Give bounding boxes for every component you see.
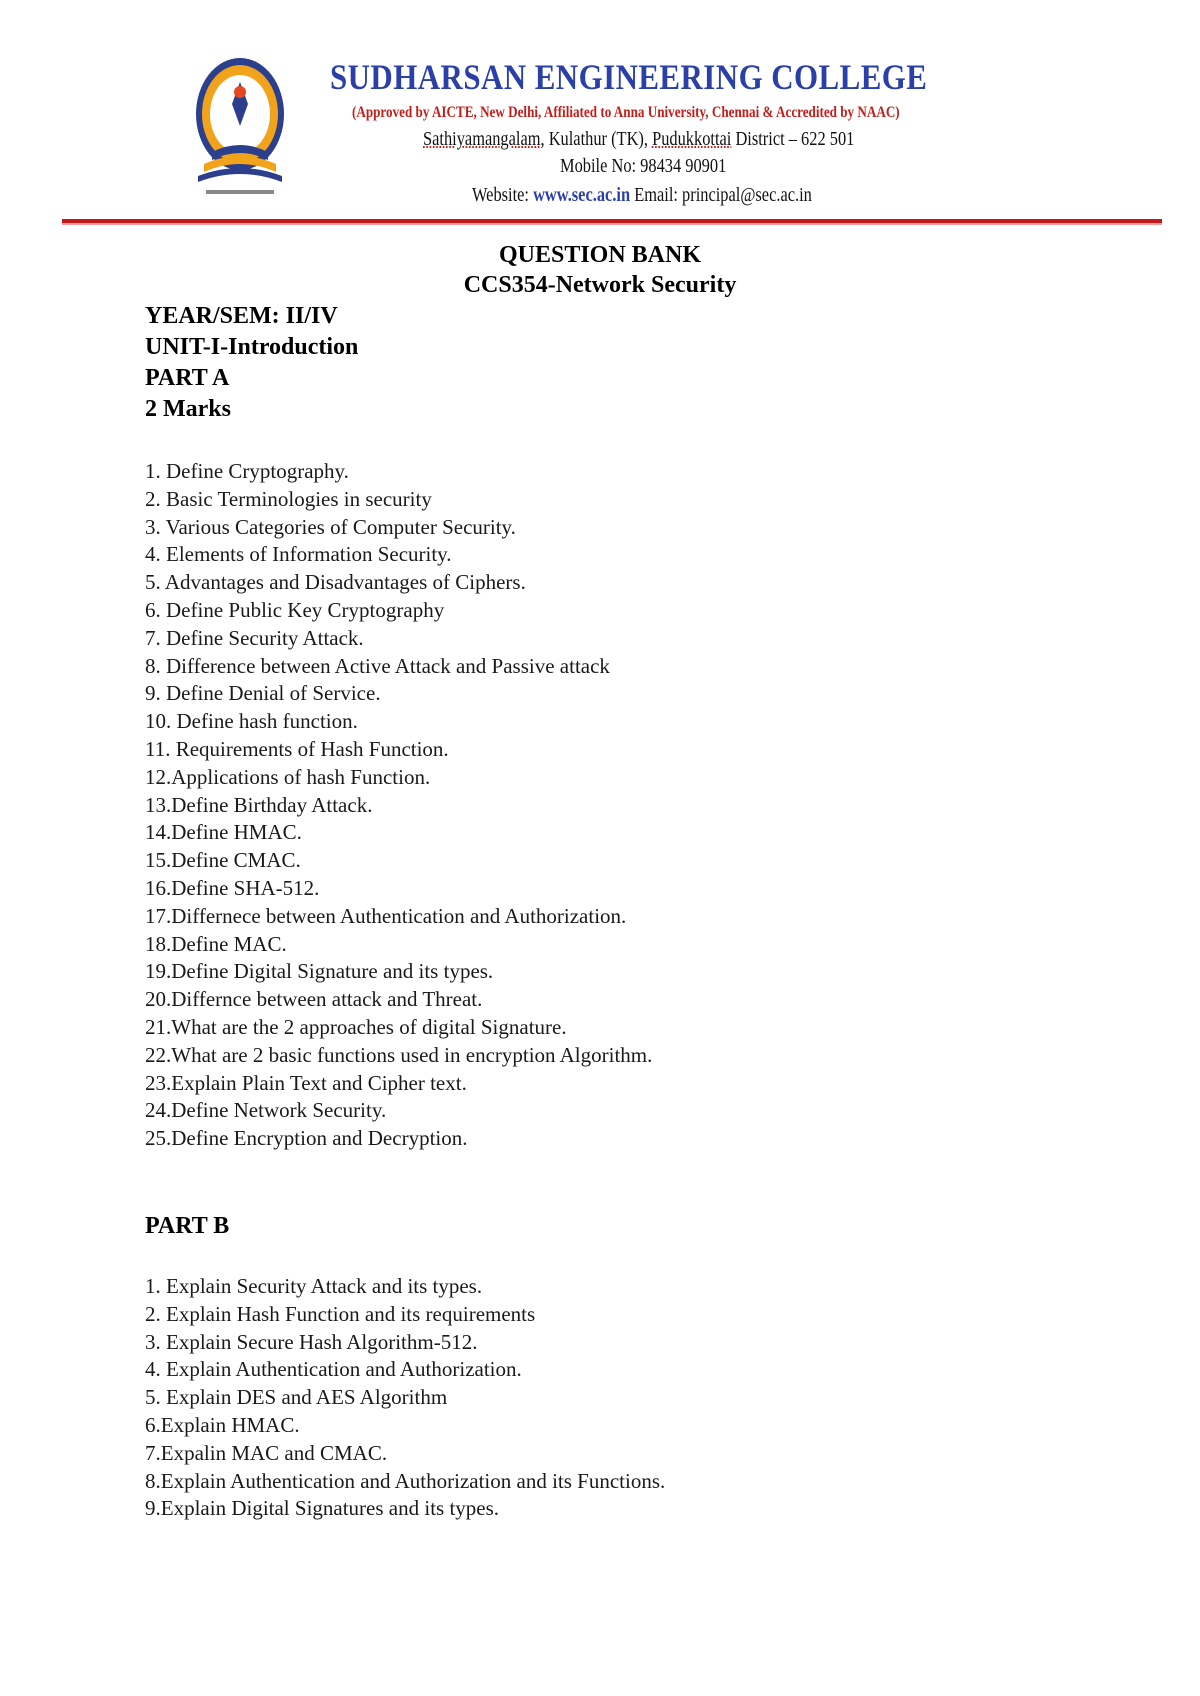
question-item: 24.Define Network Security. [145,1098,387,1123]
address-pin: District – 622 501 [731,128,855,150]
year-sem: YEAR/SEM: II/IV [145,303,338,329]
question-item: 18.Define MAC. [145,931,287,956]
email-address[interactable]: principal@sec.ac.in [682,184,812,206]
question-item: 16.Define SHA-512. [145,875,320,900]
unit-title: UNIT-I-Introduction [145,334,359,360]
question-item: 19.Define Digital Signature and its types. [145,959,494,984]
question-item: 4. Elements of Information Security. [145,542,452,567]
header-divider-shadow [62,223,1162,225]
address-place: Sathiyamangalam [423,128,541,150]
question-item: 21.What are the 2 approaches of digital Signature. [145,1014,567,1039]
question-item: 11. Requirements of Hash Function. [145,736,449,761]
question-item: 3. Various Categories of Computer Security. [145,514,516,539]
question-item: 1. Explain Security Attack and its types. [145,1274,483,1298]
question-item: 6.Explain HMAC. [145,1412,300,1437]
question-item: 23.Explain Plain Text and Cipher text. [145,1070,467,1095]
question-item: 10. Define hash function. [145,709,358,734]
question-item: 17.Differnece between Authentication and Authorization. [145,903,627,928]
question-item: 20.Differnce between attack and Threat. [145,987,483,1012]
email-label: Email: [630,184,683,206]
question-item: 5. Explain DES and AES Algorithm [145,1385,448,1410]
question-item: 3. Explain Secure Hash Algorithm-512. [145,1329,478,1354]
question-item: 7. Define Security Attack. [145,625,364,650]
question-item: 22.What are 2 basic functions used in encryption Algorithm. [145,1042,653,1067]
part-a-heading: PART A [145,365,230,391]
question-item: 13.Define Birthday Attack. [145,792,373,817]
question-item: 8. Difference between Active Attack and Passive attack [145,653,610,678]
question-item: 9.Explain Digital Signatures and its types. [145,1496,500,1521]
question-item: 6. Define Public Key Cryptography [145,597,445,622]
question-item: 2. Basic Terminologies in security [145,486,432,511]
website-label: Website: [472,184,534,206]
approval-line: (Approved by AICTE, New Delhi, Affiliated to Anna University, Chennai & Accredited by NAAC) [352,104,900,121]
course-title: CCS354-Network Security [463,272,737,298]
question-item: 9. Define Denial of Service. [145,681,381,706]
contact-line [472,184,812,207]
question-item: 4. Explain Authentication and Authorization. [145,1357,522,1382]
part-a-question-list [145,458,652,1153]
question-item: 1. Define Cryptography. [145,459,349,483]
question-item: 12.Applications of hash Function. [145,764,431,789]
part-b-heading: PART B [145,1213,230,1239]
question-item: 5. Advantages and Disadvantages of Ciphers. [145,570,526,595]
question-item: 15.Define CMAC. [145,848,301,873]
question-item: 2. Explain Hash Function and its requirements [145,1301,536,1326]
question-item: 25.Define Encryption and Decryption. [145,1126,468,1151]
address-district: Pudukkottai [652,128,732,150]
address-taluk: , Kulathur (TK), [540,128,653,150]
college-emblem-icon [190,52,290,202]
question-item: 7.Expalin MAC and CMAC. [145,1440,388,1465]
website-link[interactable]: www.sec.ac.in [533,184,631,206]
mobile-number: Mobile No: 98434 90901 [560,155,727,177]
part-b-question-list [145,1273,665,1523]
question-item: 8.Explain Authentication and Authorization and its Functions. [145,1468,666,1493]
question-item: 14.Define HMAC. [145,820,302,845]
college-name: SUDHARSAN ENGINEERING COLLEGE [330,57,928,97]
document-title: QUESTION BANK [498,242,702,268]
marks-heading: 2 Marks [145,396,231,422]
college-address [423,128,854,151]
